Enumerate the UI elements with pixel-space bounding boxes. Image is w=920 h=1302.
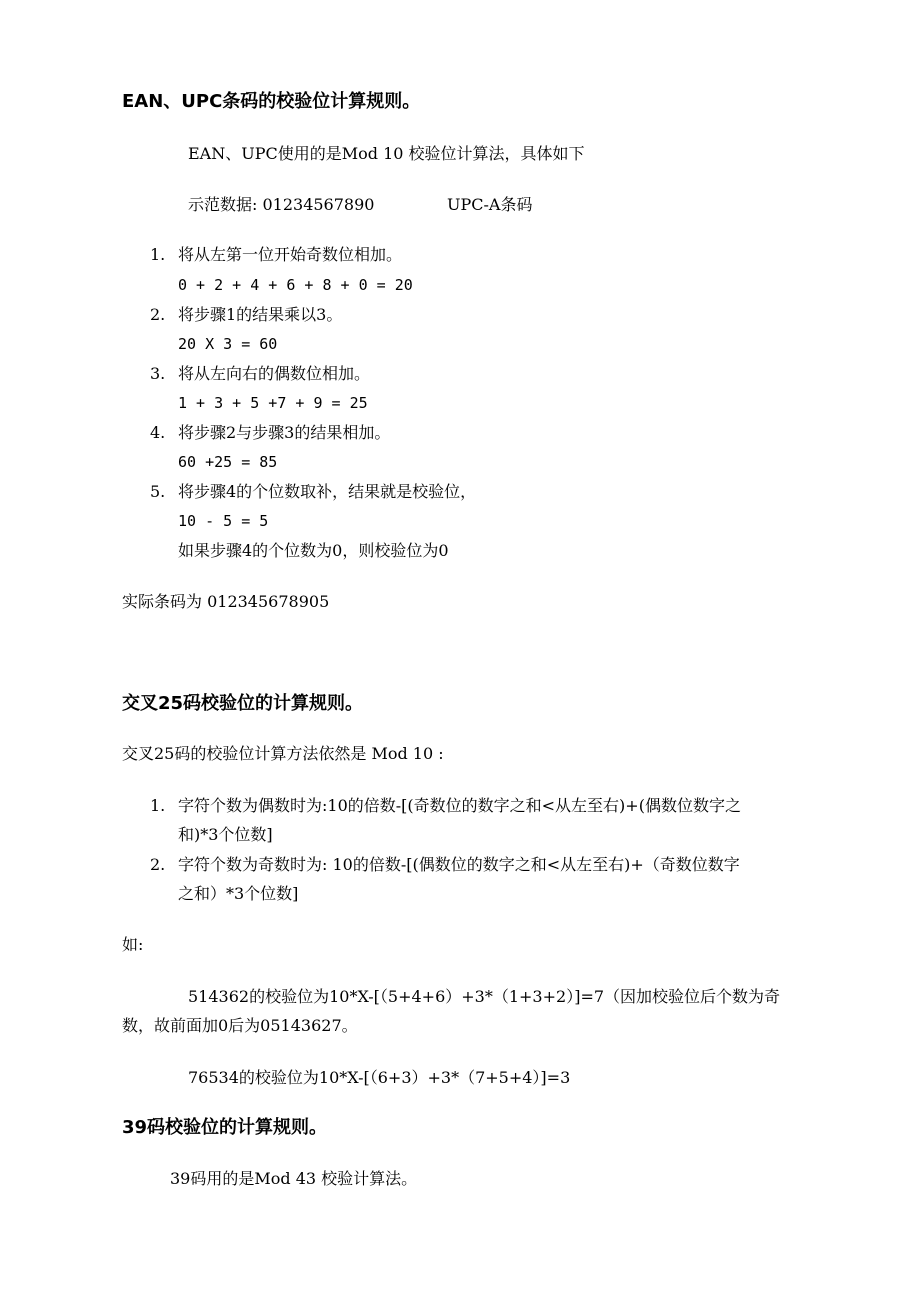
example-label: 如:	[122, 935, 144, 954]
step-text: 将从左向右的偶数位相加。	[178, 364, 371, 383]
section1-heading: EAN、UPC条码的校验位计算规则。	[122, 91, 421, 112]
actual-barcode: 实际条码为 012345678905	[122, 592, 330, 611]
step-formula: 20 X 3 = 60	[178, 335, 278, 353]
step-formula: 1 + 3 + 5 +7 + 9 = 25	[178, 394, 368, 412]
sample-data-label: 示范数据: 01234567890	[188, 195, 375, 214]
step-number: 1.	[150, 245, 166, 264]
rule-text: 字符个数为奇数时为: 10的倍数-[(偶数位的数字之和<从左至右)+（奇数位数字	[178, 855, 740, 874]
step-text: 将步骤1的结果乘以3。	[178, 305, 343, 324]
rule-number: 2.	[150, 855, 166, 874]
step-formula: 10 - 5 = 5	[178, 512, 269, 530]
step-number: 2.	[150, 305, 166, 324]
step-number: 5.	[150, 482, 166, 501]
sample-barcode-type: UPC-A条码	[447, 195, 533, 214]
step-formula: 0 + 2 + 4 + 6 + 8 + 0 = 20	[178, 276, 413, 294]
step-note: 如果步骤4的个位数为0，则校验位为0	[178, 541, 449, 560]
step-formula: 60 +25 = 85	[178, 453, 278, 471]
section3-intro: 39码用的是Mod 43 校验计算法。	[170, 1169, 418, 1188]
step-text: 将步骤2与步骤3的结果相加。	[178, 423, 391, 442]
example2-text: 76534的校验位为10*X-[（6+3）+3*（7+5+4）]=3	[188, 1068, 571, 1087]
example1-text-cont: 数，故前面加0后为05143627。	[122, 1016, 358, 1035]
section3-heading: 39码校验位的计算规则。	[122, 1117, 328, 1138]
step-number: 3.	[150, 364, 166, 383]
section1-intro: EAN、UPC使用的是Mod 10 校验位计算法，具体如下	[188, 144, 585, 163]
step-text: 将步骤4的个位数取补，结果就是校验位，	[178, 482, 477, 501]
example1-text: 514362的校验位为10*X-[（5+4+6）+3*（1+3+2）]=7（因加校验位后个数为奇	[188, 987, 781, 1006]
step-number: 4.	[150, 423, 166, 442]
rule-number: 1.	[150, 796, 166, 815]
section2-heading: 交叉25码校验位的计算规则。	[122, 693, 364, 714]
rule-text-cont: 和)*3个位数]	[178, 825, 273, 844]
step-text: 将从左第一位开始奇数位相加。	[178, 245, 403, 264]
rule-text: 字符个数为偶数时为:10的倍数-[(奇数位的数字之和<从左至右)+(偶数位数字之	[178, 796, 741, 815]
rule-text-cont: 之和）*3个位数]	[178, 884, 299, 903]
section2-intro: 交叉25码的校验位计算方法依然是 Mod 10 :	[122, 744, 444, 763]
